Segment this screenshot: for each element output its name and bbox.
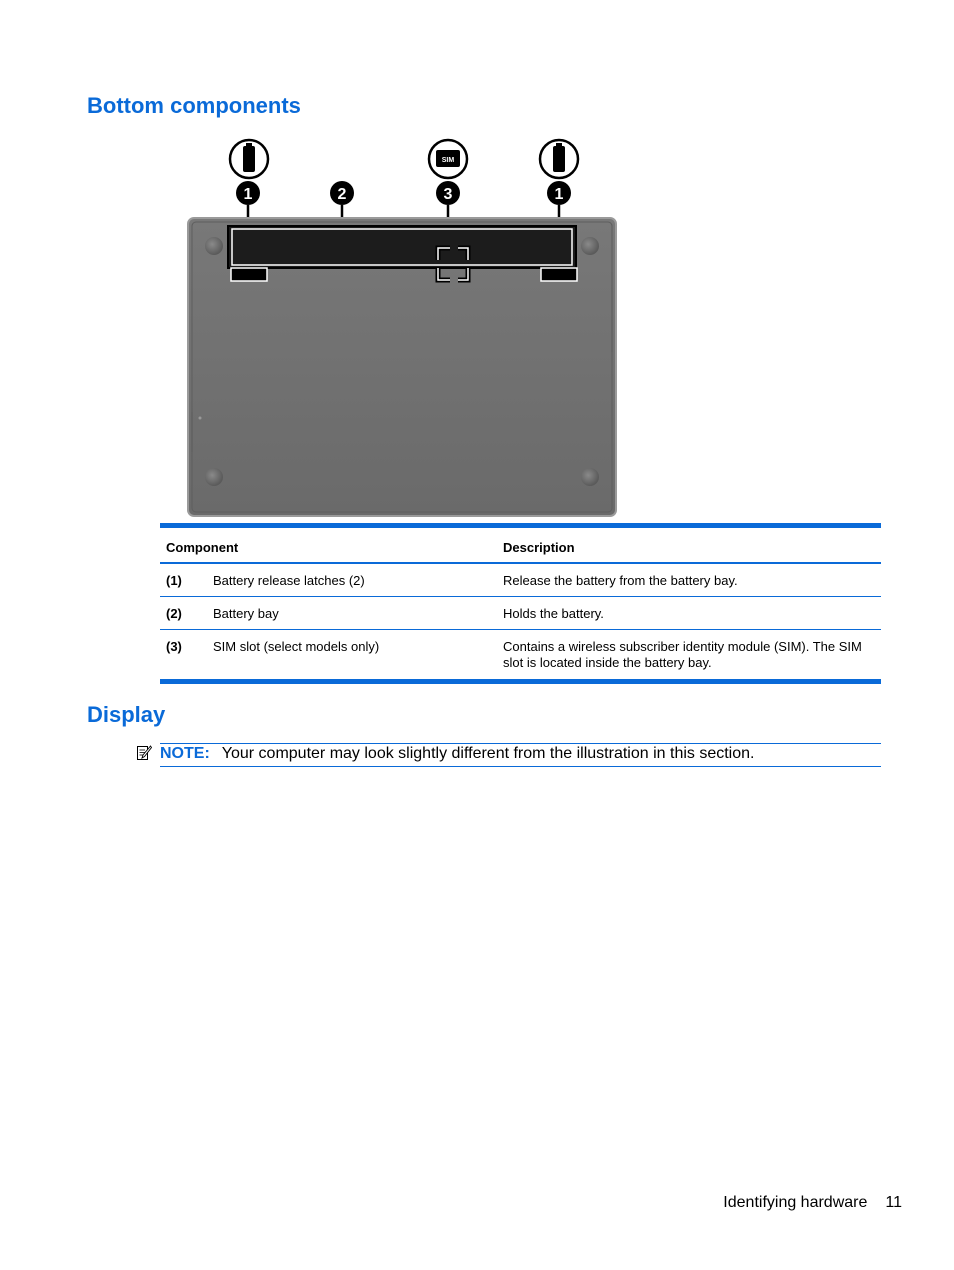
page-footer bbox=[723, 1194, 902, 1212]
row-number: (1) bbox=[160, 563, 207, 597]
rubber-foot bbox=[205, 237, 223, 255]
battery-bay-highlight bbox=[228, 226, 576, 268]
battery-latch-left bbox=[231, 268, 267, 281]
component-table bbox=[160, 523, 881, 684]
table-header-description: Description bbox=[497, 526, 881, 564]
rubber-foot bbox=[581, 468, 599, 486]
note-label: NOTE: bbox=[160, 745, 210, 762]
row-description: Release the battery from the battery bay. bbox=[497, 563, 881, 597]
laptop-bottom-illustration bbox=[180, 132, 630, 524]
sim-icon bbox=[429, 140, 467, 178]
row-component: SIM slot (select models only) bbox=[207, 630, 497, 682]
table-row bbox=[160, 597, 881, 630]
sim-icon-label: SIM bbox=[441, 157, 455, 164]
row-number: (3) bbox=[160, 630, 207, 682]
table-header-component: Component bbox=[160, 526, 497, 564]
laptop-bottom-svg bbox=[180, 132, 630, 524]
note-text: Your computer may look slightly different from the illustration in this section. bbox=[221, 745, 755, 762]
battery-icon bbox=[540, 140, 578, 178]
row-number: (2) bbox=[160, 597, 207, 630]
section-title-display: Display bbox=[87, 702, 166, 727]
table-header-row bbox=[160, 526, 881, 564]
note-box bbox=[160, 743, 881, 767]
battery-latch-right bbox=[541, 268, 577, 281]
row-component: Battery release latches (2) bbox=[207, 563, 497, 597]
battery-icon bbox=[230, 140, 268, 178]
callout-number: 1 bbox=[554, 186, 564, 203]
callout-number: 2 bbox=[337, 186, 347, 203]
note-icon bbox=[136, 744, 152, 762]
page-number: 11 bbox=[885, 1194, 902, 1211]
callout-number: 1 bbox=[243, 186, 253, 203]
row-component: Battery bay bbox=[207, 597, 497, 630]
section-title-bottom-components: Bottom components bbox=[87, 93, 301, 118]
row-description: Holds the battery. bbox=[497, 597, 881, 630]
rubber-foot bbox=[581, 237, 599, 255]
table-row bbox=[160, 563, 881, 597]
rubber-foot bbox=[205, 468, 223, 486]
footer-section: Identifying hardware bbox=[723, 1194, 868, 1211]
callout-number: 3 bbox=[443, 186, 453, 203]
table-row bbox=[160, 630, 881, 682]
row-description: Contains a wireless subscriber identity module (SIM). The SIM slot is located inside the battery bay. bbox=[497, 630, 881, 682]
